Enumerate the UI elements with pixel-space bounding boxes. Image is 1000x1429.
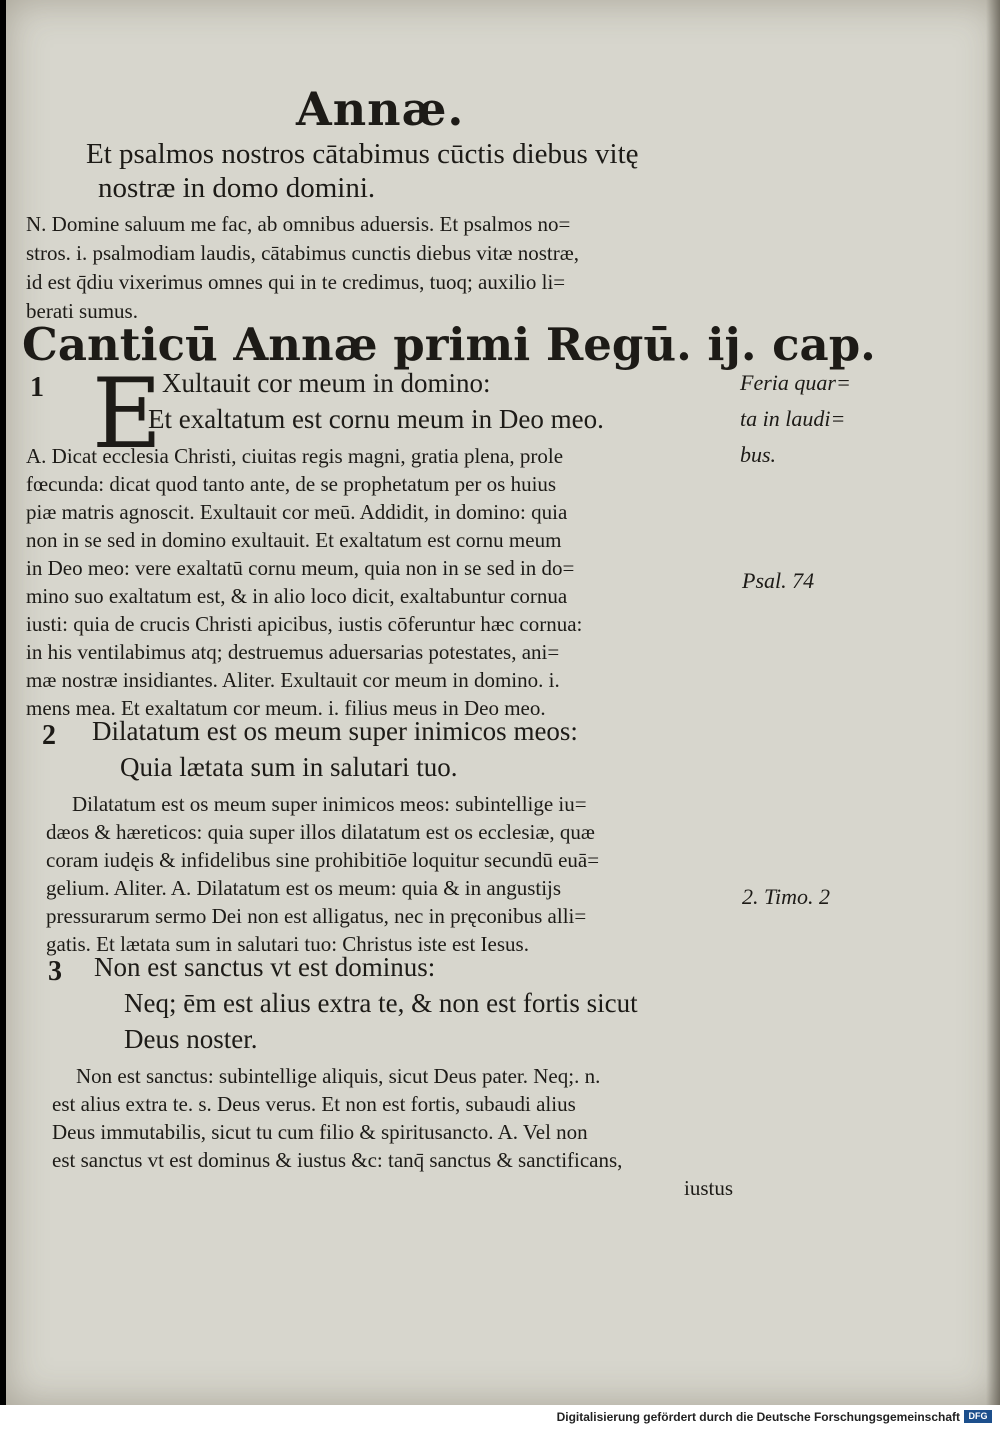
commentary-line: in Deo meo: vere exaltatū cornu meum, quia non in se sed in do= xyxy=(26,556,575,580)
marginal-note: Feria quar= xyxy=(740,370,851,395)
verse-line: Deus noster. xyxy=(124,1024,258,1054)
footer-bar xyxy=(0,1405,1000,1429)
commentary-line: berati sumus. xyxy=(26,299,138,323)
commentary-line: iusti: quia de crucis Christi apicibus, iustis cōferuntur hæc cornua: xyxy=(26,612,583,636)
commentary-line: Deus immutabilis, sicut tu cum filio & spiritusancto. A. Vel non xyxy=(52,1120,588,1144)
commentary-line: est alius extra te. s. Deus verus. Et non est fortis, subaudi alius xyxy=(52,1092,576,1116)
commentary-line: Non est sanctus: subintellige aliquis, sicut Deus pater. Neq;. n. xyxy=(76,1064,601,1088)
commentary-line: mæ nostræ insidiantes. Aliter. Exultauit cor meum in domino. i. xyxy=(26,668,560,692)
commentary-line: iustus xyxy=(684,1176,734,1200)
commentary-line: dæos & hæreticos: quia super illos dilatatum est os ecclesiæ, quæ xyxy=(46,820,595,844)
verse-number: 1 xyxy=(30,372,44,403)
commentary-line: est sanctus vt est dominus & iustus &c: tanq̄ sanctus & sanctificans, xyxy=(52,1148,623,1172)
commentary-line: in his ventilabimus atq; destruemus aduersarias potestates, ani= xyxy=(26,640,560,664)
running-head: Annæ. xyxy=(296,82,465,136)
verse-line: Quia lætata sum in salutari tuo. xyxy=(120,752,458,782)
drop-cap: E xyxy=(92,358,163,470)
commentary-line: gatis. Et lætata sum in salutari tuo: Christus iste est Iesus. xyxy=(46,932,529,956)
marginal-note: Psal. 74 xyxy=(742,568,815,593)
commentary-line: piæ matris agnoscit. Exultauit cor meū. Addidit, in domino: quia xyxy=(26,500,568,524)
commentary-line: stros. i. psalmodiam laudis, cātabimus cunctis diebus vitæ nostræ, xyxy=(26,241,579,265)
commentary-line: coram iudęis & infidelibus sine prohibitiōe loquitur secundū euā= xyxy=(46,848,600,872)
book-page xyxy=(6,0,1000,1405)
verse-line: Et psalmos nostros cātabimus cūctis diebus vitę xyxy=(86,138,639,170)
verse-line: Xultauit cor meum in domino: xyxy=(162,368,491,398)
commentary-line: A. Dicat ecclesia Christi, ciuitas regis magni, gratia plena, prole xyxy=(26,444,564,468)
commentary-line: pressurarum sermo Dei non est alligatus, nec in pręconibus alli= xyxy=(46,904,587,928)
verse-line: nostræ in domo domini. xyxy=(98,172,376,204)
verse-line: Et exaltatum est cornu meum in Deo meo. xyxy=(148,404,604,434)
commentary-line: mino suo exaltatum est, & in alio loco dicit, exaltabuntur cornua xyxy=(26,584,568,608)
marginal-note: 2. Timo. 2 xyxy=(742,884,831,909)
commentary-line: fœcunda: dicat quod tanto ante, de se prophetatum per os huius xyxy=(26,472,557,496)
verse-line: Non est sanctus vt est dominus: xyxy=(94,952,436,982)
commentary-line: id est q̄diu vixerimus omnes qui in te credimus, tuoq; auxilio li= xyxy=(26,270,566,294)
verse-number: 3 xyxy=(48,956,62,987)
canticle-title: Canticū Annæ primi Regū. ij. cap. xyxy=(22,318,876,371)
commentary-line: non in se sed in domino exultauit. Et exaltatum est cornu meum xyxy=(26,528,562,552)
verse-line: Dilatatum est os meum super inimicos meos: xyxy=(92,716,578,746)
marginal-note: bus. xyxy=(740,442,777,467)
marginal-note: ta in laudi= xyxy=(740,406,846,431)
dfg-logo: DFG xyxy=(964,1410,992,1423)
commentary-line: Dilatatum est os meum super inimicos meos: subintellige iu= xyxy=(72,792,587,816)
commentary-line: mens mea. Et exaltatum cor meum. i. filius meus in Deo meo. xyxy=(26,696,546,720)
verse-number: 2 xyxy=(42,720,56,751)
verse-line: Neq; ēm est alius extra te, & non est fortis sicut xyxy=(124,988,638,1018)
commentary-line: gelium. Aliter. A. Dilatatum est os meum: quia & in angustijs xyxy=(46,876,562,900)
commentary-line: N. Domine saluum me fac, ab omnibus aduersis. Et psalmos no= xyxy=(26,212,571,236)
funding-credit: Digitalisierung gefördert durch die Deutsche Forschungsgemeinschaft xyxy=(556,1410,960,1424)
